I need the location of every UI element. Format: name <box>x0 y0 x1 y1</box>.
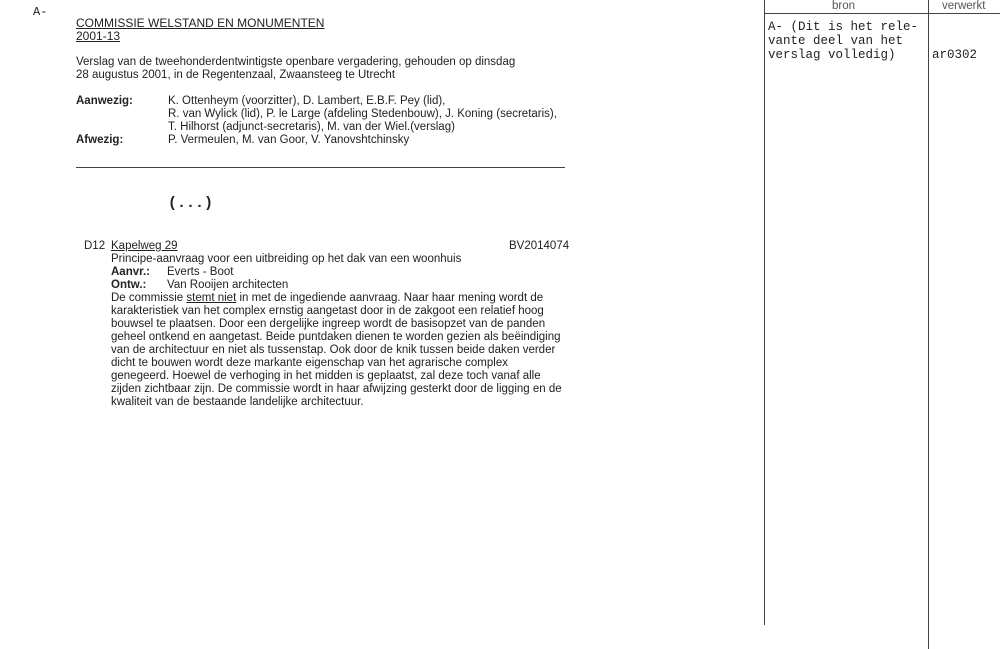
body-line: geheel ontkend en aangetast. Beide puntdaken dienen te worden gezien als beëindiging <box>111 331 561 343</box>
present-label: Aanwezig: <box>76 95 133 107</box>
body-line: kwaliteit van de bestaande landelijke architectuur. <box>111 396 364 408</box>
divider <box>76 167 565 168</box>
table-header-rule <box>764 13 1000 14</box>
body-line: van de architectuur en niet als tussenstap. Ook door de knik tussen beide daken verder <box>111 344 556 356</box>
applicant-row: Aanvr.: Everts - Boot <box>111 266 234 278</box>
ellipsis: (...) <box>168 195 214 212</box>
present-row: Aanwezig: K. Ottenheym (voorzitter), D. Lambert, E.B.F. Pey (lid), <box>76 95 446 107</box>
body-line: karakteristiek van het complex ernstig aangetast door in de zakgoot een relatief hoog <box>111 305 544 317</box>
designer-row: Ontw.: Van Rooijen architecten <box>111 279 289 291</box>
column-header-processed: verwerkt <box>942 0 986 12</box>
item-subject: Principe-aanvraag voor een uitbreiding op het dak van een woonhuis <box>111 253 462 265</box>
body-line: bouwsel te plaatsen. Door een dergelijke ingreep wordt de basisopzet van de panden <box>111 318 546 330</box>
table-border-middle <box>928 0 929 649</box>
processed-cell: ar0302 <box>932 48 978 62</box>
document-number: 2001-13 <box>76 29 121 43</box>
present-line-2: R. van Wylick (lid), P. le Large (afdeling Stedenbouw), J. Koning (secretaris), <box>168 108 557 120</box>
margin-mark: A- <box>33 5 48 19</box>
intro-line-2: 28 augustus 2001, in de Regentenzaal, Zwaansteeg te Utrecht <box>76 69 396 81</box>
source-cell: A- (Dit is het rele- vante deel van het verslag volledig) <box>768 20 919 62</box>
body-line-1: De commissie stemt niet in met de ingediende aanvraag. Naar haar mening wordt de <box>111 292 544 304</box>
item-reference: BV2014074 <box>509 240 570 252</box>
absent-label: Afwezig: <box>76 134 124 146</box>
document-title: COMMISSIE WELSTAND EN MONUMENTEN <box>76 16 325 30</box>
table-border-left <box>764 0 765 625</box>
intro-line-1: Verslag van de tweehonderdentwintigste openbare vergadering, gehouden op dinsdag <box>76 56 516 68</box>
body-line: genegeerd. Hoewel de verhoging in het midden is geplaatst, zal deze toch vanaf alle <box>111 370 541 382</box>
column-header-source: bron <box>832 0 856 12</box>
absent-row: Afwezig: P. Vermeulen, M. van Goor, V. Yanovshtchinsky <box>76 134 410 146</box>
item-code: D12 <box>84 240 106 252</box>
present-line-3: T. Hilhorst (adjunct-secretaris), M. van der Wiel.(verslag) <box>168 121 455 133</box>
item-address: Kapelweg 29 <box>111 240 178 252</box>
body-line: zijden zichtbaar zijn. De commissie wordt in haar afwijzing gesterkt door de ligging en de <box>111 383 562 395</box>
body-line: dicht te bouwen wordt deze markante eigenschap van het agrarische complex <box>111 357 508 369</box>
